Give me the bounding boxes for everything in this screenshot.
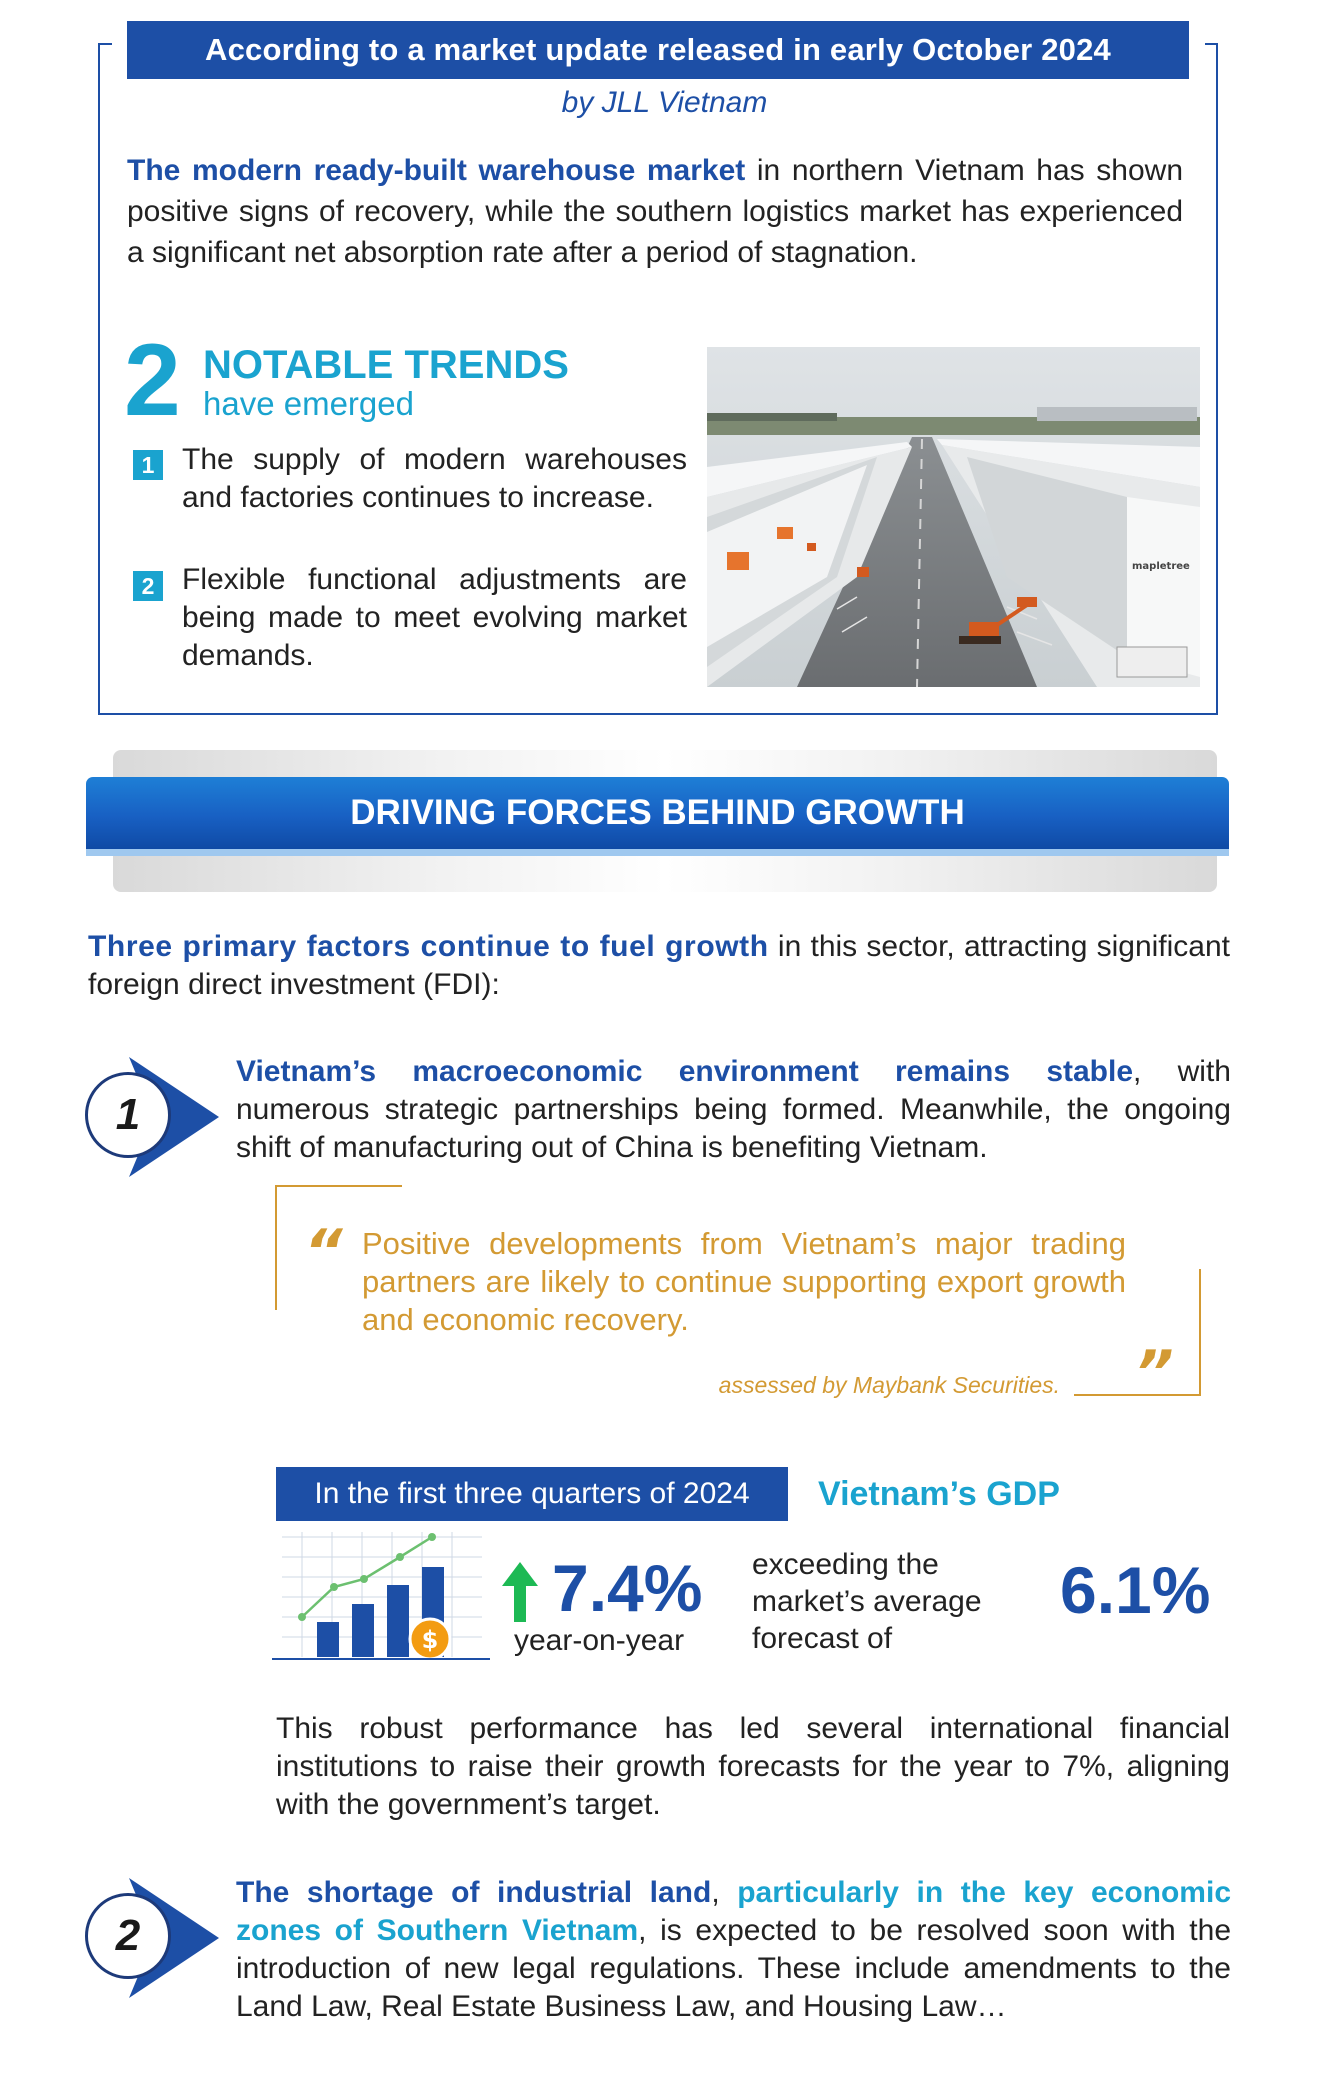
factor-2-text: , is expected to be resolved soon with the introduction of new legal regulations. These include amendments to the Land Law, Real Estate Business Law, and Housing Law… [236,1914,1231,2023]
growth-chart-icon [272,1527,490,1665]
banner-rim [86,849,1229,856]
lead-highlight: Three primary factors continue to fuel growth [88,930,769,963]
quote-frame-top [277,1185,402,1187]
factor-number-1: 1 [85,1072,171,1158]
quote-text: Positive developments from Vietnam’s major trading partners are likely to continue supporting export growth and economic recovery. [362,1226,1126,1337]
intro-text: in northern Vietnam has shown positive signs of recovery, while the southern logistics market has experienced a significant net absorption rate after a period of stagnation. [127,154,1183,269]
warehouse-photo [707,347,1200,687]
gdp-growth-value: 7.4% [552,1551,703,1625]
byline: by JLL Vietnam [561,86,768,119]
trend-count: 2 [124,323,181,437]
trends-subtitle: have emerged [203,385,414,422]
trend-text-2: Flexible functional adjustments are being made to meet evolving market demands. [182,563,687,672]
intro-highlight: The modern ready-built warehouse market [127,154,746,187]
up-arrow-icon [500,1562,540,1622]
trend-text-1: The supply of modern warehouses and factories continues to increase. [182,443,687,514]
market-update-title: According to a market update released in early October 2024 [127,21,1189,79]
quote-source: assessed by Maybank Securities. [718,1372,1060,1398]
lead-paragraph [88,928,1230,1004]
driving-forces-banner: DRIVING FORCES BEHIND GROWTH [86,777,1229,849]
trend-number-1: 1 [133,450,163,480]
intro-paragraph [127,150,1183,273]
gdp-forecast-value: 6.1% [1060,1553,1211,1627]
open-quote-icon: “ [304,1217,343,1287]
trend-number-2: 2 [133,571,163,601]
gdp-title: Vietnam’s GDP [818,1475,1060,1513]
factor-2-paragraph [236,1874,1231,2026]
factor-number-2: 2 [85,1893,171,1979]
dollar-icon: $ [421,1626,439,1654]
trends-title: NOTABLE TRENDS [203,343,569,387]
close-quote-icon: ” [1135,1338,1174,1408]
photo-sign: mapletree [1132,561,1190,572]
factor-2-highlight-1: The shortage of industrial land [236,1876,712,1909]
quote-frame-right [1199,1269,1201,1396]
factor-2-separator: , [711,1876,738,1909]
gdp-exceed-text: exceeding the market’s average forecast of [752,1548,982,1655]
lead-text: in this sector, attracting significant foreign direct investment (FDI): [88,930,1230,1001]
robust-performance-paragraph: This robust performance has led several international financial institutions to raise their growth forecasts for the year to 7%, aligning with the government’s target. [276,1712,1230,1821]
factor-2-highlight-2: particularly in the key economic zones of Southern Vietnam [236,1876,1232,1947]
quote-frame-left [275,1185,277,1310]
factor-1-text: , with numerous strategic partnerships being formed. Meanwhile, the ongoing shift of manufacturing out of China is benefiting Vietnam. [236,1055,1231,1164]
factor-1-highlight: Vietnam’s macroeconomic environment remains stable [236,1055,1134,1088]
gdp-growth-label: year-on-year [514,1624,685,1657]
factor-1-paragraph [236,1053,1231,1167]
gdp-period-tag: In the first three quarters of 2024 [276,1467,788,1521]
